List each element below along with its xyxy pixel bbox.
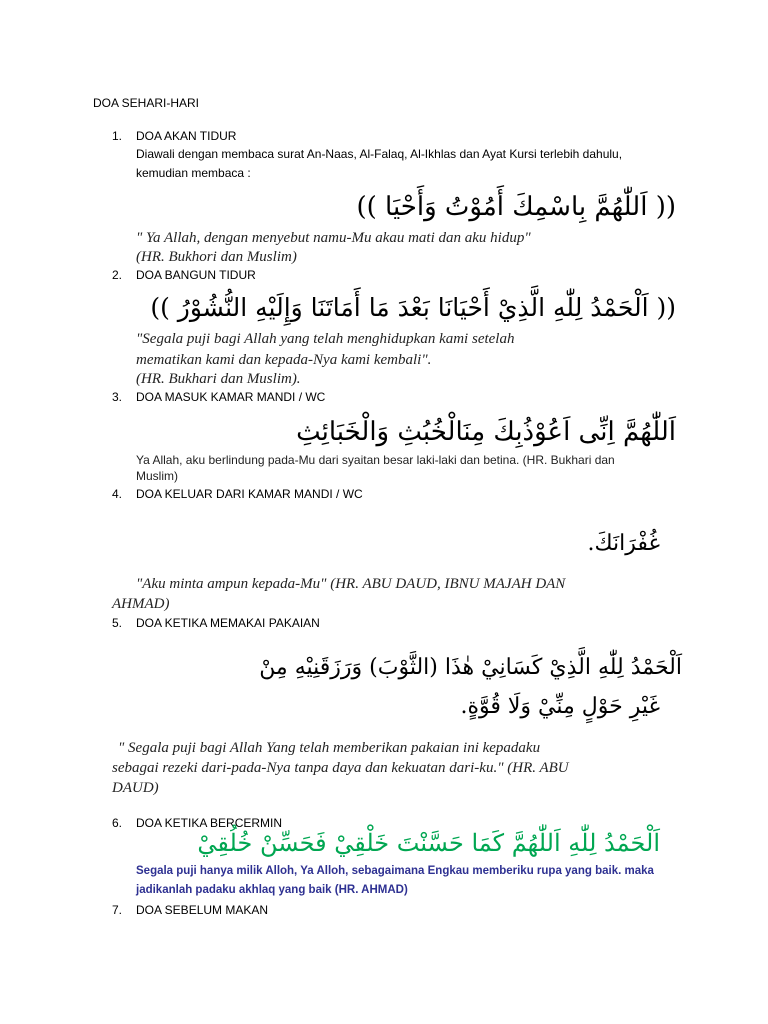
arabic-prayer: اَللّٰهُمَّ اِنِّى اَعُوْذُبِكَ مِنَالْخُبُثِ وَالْخَبَائِثِ — [296, 417, 676, 447]
item-number: 6. — [112, 816, 123, 830]
item-number: 4. — [112, 487, 123, 501]
hadith-source: (HR. Bukhari dan Muslim). — [136, 371, 301, 387]
hadith-source: Muslim) — [136, 469, 178, 483]
section-heading: DOA KETIKA MEMAKAI PAKAIAN — [136, 616, 320, 630]
translation-text: sebagai rezeki dari-pada-Nya tanpa daya dan kekuatan dari-ku." (HR. ABU — [112, 760, 569, 776]
translation-text: Segala puji hanya milik Alloh, Ya Alloh, sebagaimana Engkau memberiku rupa yang baik. maka — [136, 865, 654, 877]
translation-text: "Segala puji bagi Allah yang telah menghidupkan kami setelah — [136, 331, 515, 347]
hadith-source: AHMAD) — [112, 596, 170, 612]
item-number: 7. — [112, 903, 123, 917]
hadith-source: (HR. Bukhori dan Muslim) — [136, 249, 297, 265]
section-heading: DOA KELUAR DARI KAMAR MANDI / WC — [136, 487, 363, 501]
translation-text: Ya Allah, aku berlindung pada-Mu dari syaitan besar laki-laki dan betina. (HR. Bukhari dan — [136, 453, 615, 467]
item-number: 1. — [112, 129, 123, 143]
arabic-prayer: (( اَللّٰهُمَّ بِاسْمِكَ أَمُوْتُ وَأَحْيَا )) — [356, 192, 676, 222]
translation-text: mematikan kami dan kepada-Nya kami kembali". — [136, 352, 432, 368]
arabic-prayer: غَيْرِ حَوْلٍ مِنِّيْ وَلَا قُوَّةٍ. — [460, 694, 660, 719]
hadith-source: DAUD) — [112, 780, 159, 796]
section-heading: DOA BANGUN TIDUR — [136, 268, 256, 282]
intro-text: kemudian membaca : — [136, 166, 251, 180]
arabic-prayer: اَلْحَمْدُ لِلّٰهِ الَّذِيْ كَسَانِيْ هٰذَا (الثَّوْبَ) وَرَزَقَنِيْهِ مِنْ — [259, 655, 682, 680]
translation-text: " Segala puji bagi Allah Yang telah memberikan pakaian ini kepadaku — [118, 740, 541, 756]
item-number: 3. — [112, 390, 123, 404]
arabic-prayer: غُفْرَانَكَ. — [587, 531, 660, 556]
arabic-prayer: اَلْحَمْدُ لِلّٰهِ اَللّٰهُمَّ كَمَا حَسَّنْتَ خَلْقِيْ فَحَسِّنْ خُلُقِيْ — [197, 829, 660, 857]
document-title: DOA SEHARI-HARI — [93, 96, 200, 110]
section-heading: DOA MASUK KAMAR MANDI / WC — [136, 390, 326, 404]
item-number: 2. — [112, 268, 123, 282]
item-number: 5. — [112, 616, 123, 630]
arabic-prayer: (( اَلْحَمْدُ لِلّٰهِ الَّذِيْ أَحْيَانَا بَعْدَ مَا أَمَاتَنَا وَإِلَيْهِ النُّشُوْرُ )) — [150, 293, 676, 322]
section-heading: DOA SEBELUM MAKAN — [136, 903, 269, 917]
intro-text: Diawali dengan membaca surat An-Naas, Al-Falaq, Al-Ikhlas dan Ayat Kursi terlebih dahulu, — [136, 147, 623, 161]
section-heading: DOA AKAN TIDUR — [136, 129, 237, 143]
translation-text: " Ya Allah, dengan menyebut namu-Mu akau mati dan aku hidup" — [136, 230, 531, 246]
hadith-source: jadikanlah padaku akhlaq yang baik (HR. AHMAD) — [136, 884, 408, 896]
section-heading: DOA KETIKA BERCERMIN — [136, 816, 283, 830]
translation-text: "Aku minta ampun kepada-Mu" (HR. ABU DAUD, IBNU MAJAH DAN — [136, 576, 566, 592]
